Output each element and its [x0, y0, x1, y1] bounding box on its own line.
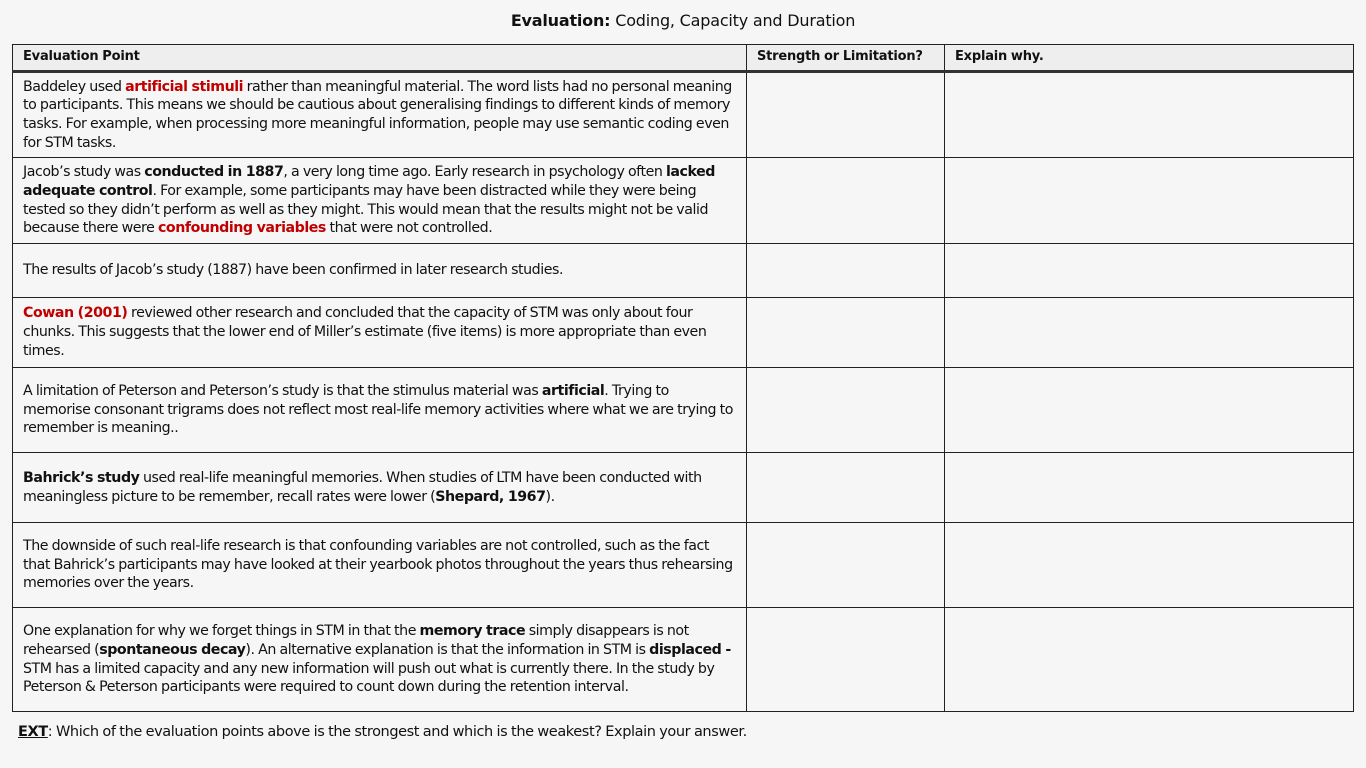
strength-or-limitation-cell[interactable] [747, 608, 945, 712]
extension-question: : Which of the evaluation points above is the strongest and which is the weakest? Explain your answer. [47, 724, 747, 740]
highlighted-term: artificial stimuli [125, 78, 244, 95]
evaluation-text: . Trying to memorise consonant trigrams does not reflect most real-life memory activities where what we are trying to remember is meaning.. [23, 382, 734, 437]
strength-or-limitation-cell[interactable] [747, 453, 945, 523]
page-title-topic: Coding, Capacity and Duration [615, 11, 856, 30]
explain-why-cell[interactable] [945, 244, 1354, 298]
evaluation-text: rather than meaningful material. The word lists had no personal meaning to participants. This means we should be cautious about generalising findings to different kinds of memory tasks. For example, when processing more meaningful information, people may use semantic coding even for STM tasks. [23, 78, 732, 151]
table-row [13, 453, 1354, 523]
evaluation-text: Jacob’s study was [23, 164, 145, 181]
bold-term: Bahrick’s study [23, 469, 140, 486]
strength-or-limitation-cell[interactable] [747, 158, 945, 244]
evaluation-text: One explanation for why we forget things in STM in that the [23, 623, 420, 640]
table-row [13, 298, 1354, 368]
evaluation-point-cell [13, 368, 747, 453]
explain-why-cell[interactable] [945, 368, 1354, 453]
evaluation-text: used real-life meaningful memories. When studies of LTM have been conducted with meaningless picture to be remember, recall rates were lower ( [23, 469, 702, 505]
bold-term: Shepard, 1967 [435, 488, 546, 505]
evaluation-text: A limitation of Peterson and Peterson’s study is that the stimulus material was [23, 382, 542, 399]
bold-term: lacked adequate control [23, 164, 715, 199]
explain-why-cell[interactable] [945, 453, 1354, 523]
evaluation-table [12, 44, 1354, 712]
strength-or-limitation-cell[interactable] [747, 244, 945, 298]
header-strength-or-limitation: Strength or Limitation? [747, 45, 945, 72]
explain-why-cell[interactable] [945, 72, 1354, 158]
table-row [13, 244, 1354, 298]
strength-or-limitation-cell[interactable] [747, 523, 945, 608]
table-row [13, 158, 1354, 244]
evaluation-point-cell [13, 244, 747, 298]
extension-label: EXT [18, 724, 48, 740]
header-evaluation-point: Evaluation Point [13, 45, 747, 72]
page-title-label: Evaluation: [510, 11, 611, 30]
evaluation-text: simply disappears is not rehearsed ( [23, 623, 689, 658]
evaluation-text: reviewed other research and concluded that the capacity of STM was only about four chunks. This suggests that the lower end of Miller’s estimate (five items) is more appropriate than even times. [23, 305, 707, 359]
evaluation-text: , a very long time ago. Early research in psychology often [283, 164, 666, 181]
evaluation-text: Baddeley used [23, 78, 126, 95]
strength-or-limitation-cell[interactable] [747, 368, 945, 453]
evaluation-text: ). An alternative explanation is that the information in STM is [245, 641, 650, 658]
evaluation-text: The results of Jacob’s study (1887) have been confirmed in later research studies. [23, 262, 564, 279]
strength-or-limitation-cell[interactable] [747, 72, 945, 158]
table-row [13, 368, 1354, 453]
evaluation-point-cell [13, 608, 747, 712]
highlighted-term: confounding variables [157, 220, 326, 237]
evaluation-text: that were not controlled. [325, 220, 493, 237]
evaluation-point-cell [13, 298, 747, 368]
evaluation-text: ). [545, 488, 555, 505]
table-header-row [13, 45, 1354, 72]
evaluation-point-cell [13, 523, 747, 608]
table-row [13, 608, 1354, 712]
highlighted-term: Cowan (2001) [23, 305, 128, 322]
evaluation-point-cell [13, 72, 747, 158]
explain-why-cell[interactable] [945, 158, 1354, 244]
extension-task [18, 724, 747, 740]
page-title [0, 11, 1366, 30]
evaluation-text: STM has a limited capacity and any new information will push out what is currently there. In the study by Peterson & Peterson participants were required to count down during the retention interval. [23, 660, 715, 696]
bold-term: displaced - [649, 641, 731, 658]
strength-or-limitation-cell[interactable] [747, 298, 945, 368]
bold-term: spontaneous decay [99, 641, 246, 658]
explain-why-cell[interactable] [945, 298, 1354, 368]
table-row [13, 523, 1354, 608]
bold-term: conducted in 1887 [144, 164, 284, 181]
evaluation-point-cell [13, 158, 747, 244]
explain-why-cell[interactable] [945, 523, 1354, 608]
evaluation-point-cell [13, 453, 747, 523]
evaluation-text: The downside of such real-life research is that confounding variables are not controlled, such as the fact that Bahrick’s participants may have looked at their yearbook photos throughout the years thus rehearsing memories over the years. [23, 537, 733, 592]
bold-term: artificial [541, 382, 605, 399]
header-explain-why: Explain why. [945, 45, 1354, 72]
bold-term: memory trace [419, 623, 526, 640]
table-row [13, 72, 1354, 158]
evaluation-text: . For example, some participants may have been distracted while they were being tested so they didn’t perform as well as they might. This would mean that the results might not be valid because there were [23, 182, 709, 237]
explain-why-cell[interactable] [945, 608, 1354, 712]
table-body [13, 72, 1354, 712]
